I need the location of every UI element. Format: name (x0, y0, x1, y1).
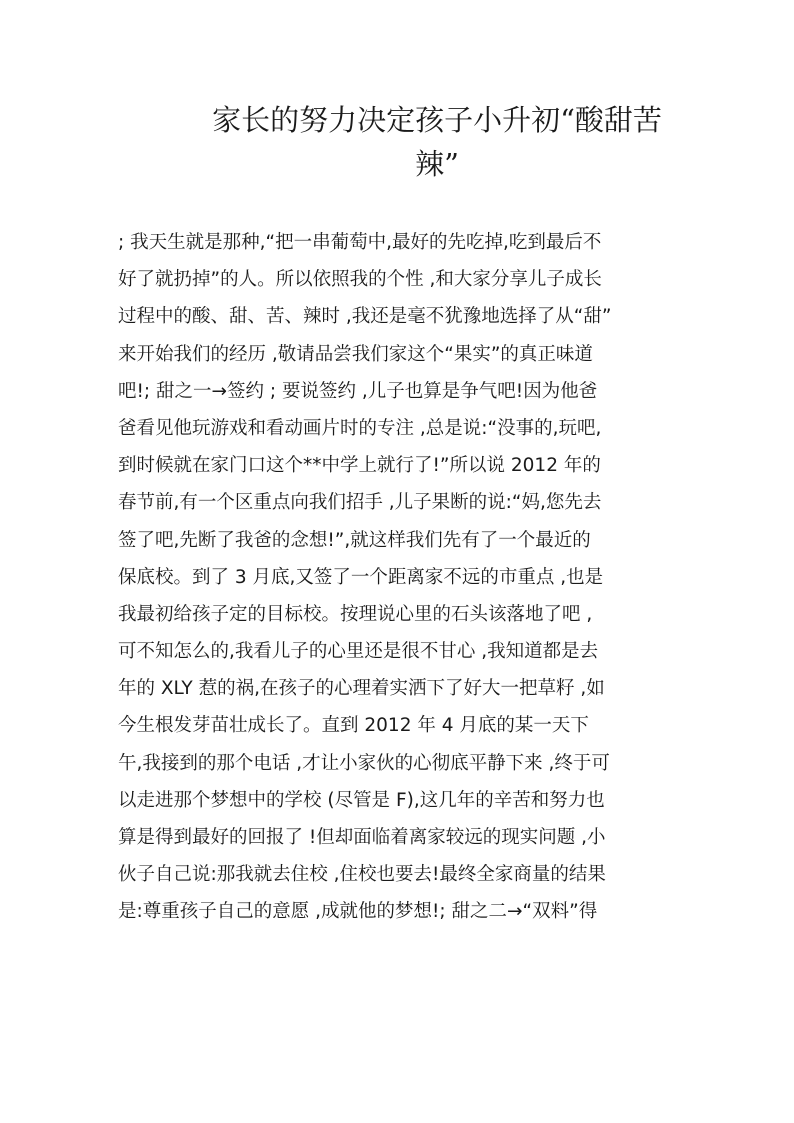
text-line: 到时候就在家门口这个**中学上就行了!”所以说 2012 年的 (118, 455, 601, 477)
text-line: 保底校。到了 3 月底,又签了一个距离家不远的市重点 ,也是 (118, 566, 604, 588)
text-line: 算是得到最好的回报了 !但却面临着离家较远的现实问题 ,小 (118, 827, 606, 848)
text-line: 吧!; 甜之一→签约 ; 要说签约 ,儿子也算是争气吧!因为他爸 (118, 380, 598, 402)
text-line: 午,我接到的那个电话 ,才让小家伙的心彻底平静下来 ,终于可 (118, 752, 610, 774)
title-line-2: 辣” (415, 147, 459, 181)
text-line: 是:尊重孩子自己的意愿 ,成就他的梦想!; 甜之二→“双料”得 (118, 901, 598, 923)
text-line: 来开始我们的经历 ,敬请品尝我们家这个“果实”的真正味道 (118, 343, 593, 365)
text-line: ; 我天生就是那种,“把一串葡萄中,最好的先吃掉,吃到最后不 (118, 232, 602, 253)
text-line: 可不知怎么的,我看儿子的心里还是很不甘心 ,我知道都是去 (118, 641, 599, 663)
text-line: 好了就扔掉”的人。所以依照我的个性 ,和大家分享儿子成长 (118, 269, 602, 291)
document-title (120, 98, 720, 186)
text-line: 我最初给孩子定的目标校。按理说心里的石头该落地了吧 , (118, 603, 593, 625)
body-paragraph (118, 224, 678, 931)
text-line: 过程中的酸、甜、苦、辣时 ,我还是毫不犹豫地选择了从“甜” (118, 306, 612, 328)
text-line: 伙子自己说:那我就去住校 ,住校也要去!最终全家商量的结果 (118, 864, 606, 886)
title-line-1: 家长的努力决定孩子小升初“酸甜苦 (212, 103, 662, 137)
text-line: 年的 XLY 惹的祸,在孩子的心理着实洒下了好大一把草籽 ,如 (118, 678, 605, 700)
text-line: 春节前,有一个区重点向我们招手 ,儿子果断的说:“妈,您先去 (118, 492, 602, 514)
text-line: 爸看见他玩游戏和看动画片时的专注 ,总是说:“没事的,玩吧, (118, 417, 602, 439)
text-line: 签了吧,先断了我爸的念想!”,就这样我们先有了一个最近的 (118, 529, 591, 551)
text-line: 以走进那个梦想中的学校 (尽管是 F),这几年的辛苦和努力也 (118, 789, 605, 811)
text-line: 今生根发芽苗壮成长了。直到 2012 年 4 月底的某一天下 (118, 715, 589, 737)
